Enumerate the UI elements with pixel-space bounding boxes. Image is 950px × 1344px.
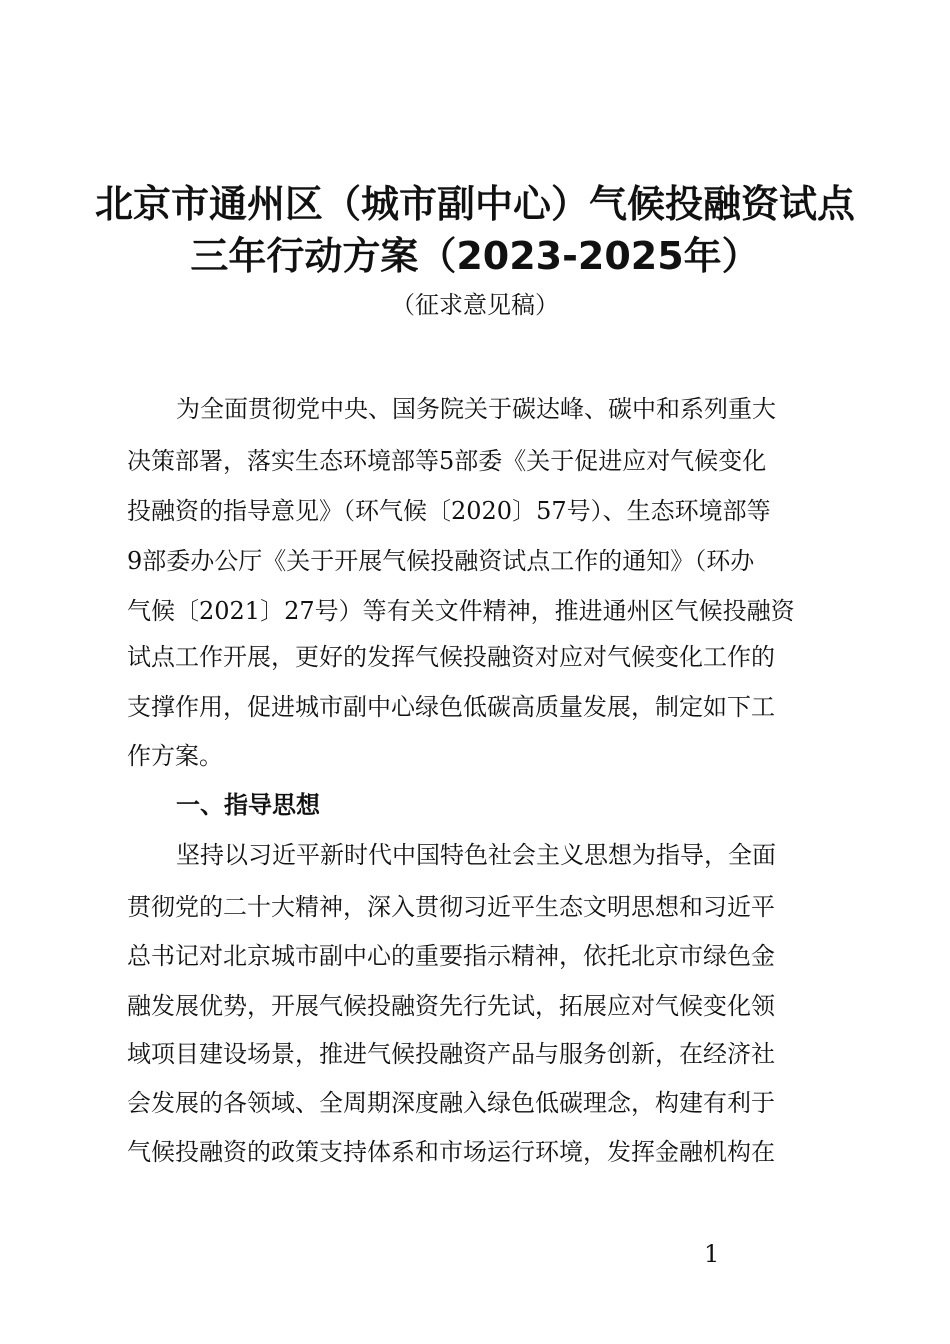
section-line: 域项目建设场景，推进气候投融资产品与服务创新，在经济社 [127, 1040, 775, 1068]
section-line: 会发展的各领域、全周期深度融入绿色低碳理念，构建有利于 [127, 1089, 775, 1117]
intro-line: 决策部署，落实生态环境部等5部委《关于促进应对气候变化 [127, 447, 767, 475]
document-subtitle: （征求意见稿） [391, 291, 559, 319]
intro-line: 试点工作开展，更好的发挥气候投融资对应对气候变化工作的 [127, 643, 775, 671]
section-line: 贯彻党的二十大精神，深入贯彻习近平生态文明思想和习近平 [127, 893, 775, 921]
intro-line: 作方案。 [127, 742, 223, 770]
section-line: 总书记对北京城市副中心的重要指示精神，依托北京市绿色金 [127, 942, 775, 970]
section-line: 融发展优势，开展气候投融资先行先试，拓展应对气候变化领 [127, 992, 775, 1020]
section-line: 气候投融资的政策支持体系和市场运行环境，发挥金融机构在 [127, 1138, 775, 1166]
page-number: 1 [704, 1240, 720, 1268]
intro-line: 为全面贯彻党中央、国务院关于碳达峰、碳中和系列重大 [176, 395, 776, 423]
intro-line: 9部委办公厅《关于开展气候投融资试点工作的通知》（环办 [127, 547, 755, 575]
document-title-line-1: 北京市通州区（城市副中心）气候投融资试点 [94, 182, 855, 226]
intro-line: 投融资的指导意见》（环气候〔2020〕57号）、生态环境部等 [127, 497, 771, 525]
section-line: 坚持以习近平新时代中国特色社会主义思想为指导，全面 [176, 841, 776, 869]
intro-line: 支撑作用，促进城市副中心绿色低碳高质量发展，制定如下工 [127, 693, 775, 721]
document-title-line-2: 三年行动方案（2023-2025年） [190, 234, 760, 278]
intro-line: 气候〔2021〕27号）等有关文件精神，推进通州区气候投融资 [127, 597, 795, 625]
section-heading: 一、指导思想 [176, 791, 320, 819]
